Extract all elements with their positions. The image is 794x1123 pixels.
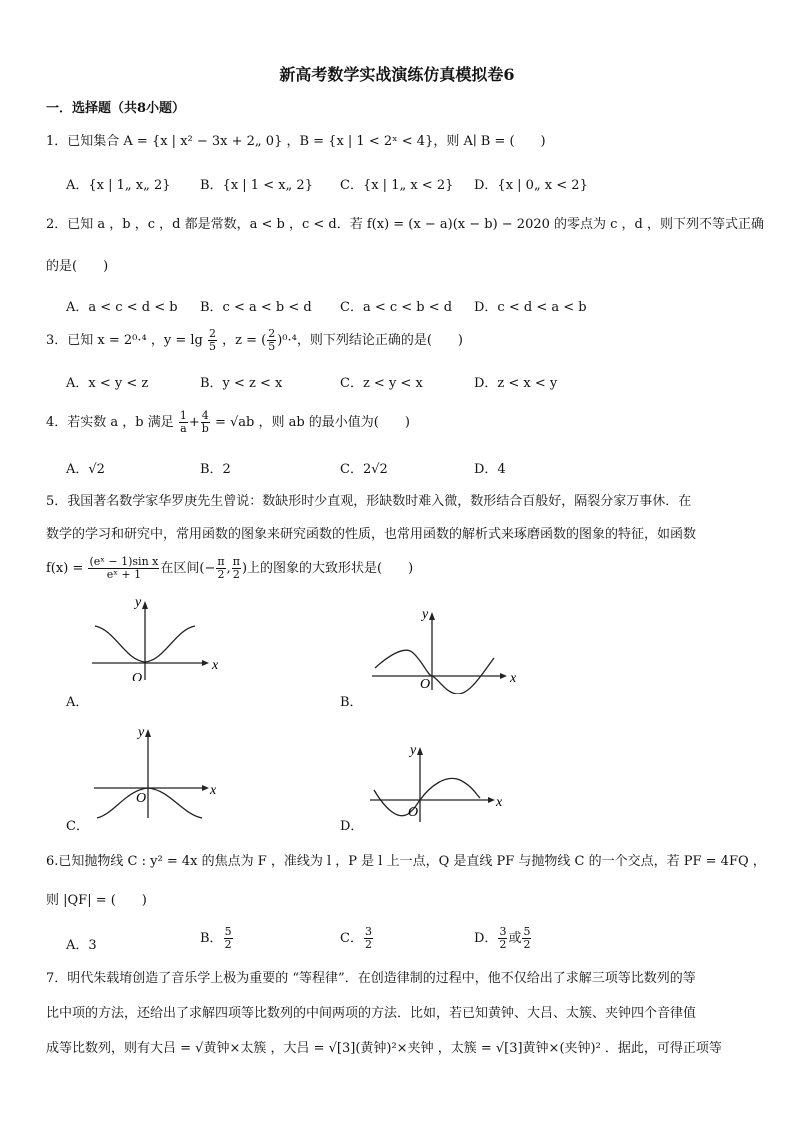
q1-option-c: C．{x | 1„ x < 2}: [340, 178, 454, 193]
q6-d-prefix: D．: [474, 931, 498, 946]
curve: [375, 650, 494, 694]
q3-option-a: A．x < y < z: [66, 376, 149, 391]
q6-c-fraction: [364, 926, 373, 951]
question-7-line2: 比中项的方法，还给出了求解四项等比数列的中间两项的方法．比如，若已知黄钟、大吕、太簇、夹钟四个音律值: [46, 1006, 697, 1021]
axis-label-x: x: [510, 671, 517, 686]
frac-denominator: 2: [499, 938, 507, 951]
q5-function-fraction: [88, 556, 159, 581]
q4-fraction-2: [201, 410, 210, 435]
x-axis-arrow: [202, 785, 209, 791]
axis-label-x: x: [210, 783, 217, 798]
q2-option-c: C．a < c < b < d: [340, 300, 453, 315]
frac-denominator: b: [201, 422, 209, 435]
frac-denominator: 2: [232, 568, 240, 581]
q4-option-a: A．√2: [66, 462, 105, 477]
graph-d: [368, 740, 508, 825]
q5-f-mid: 在区间(−: [160, 561, 216, 576]
q5-f-pre: f(x) =: [46, 561, 84, 576]
origin-label: O: [408, 805, 419, 820]
q5-option-d: D．: [340, 819, 364, 834]
question-4-stem: [46, 410, 410, 435]
q2-option-a: A．a < c < d < b: [66, 300, 178, 315]
frac-numerator: 2: [208, 327, 216, 340]
origin-label: O: [132, 671, 143, 681]
question-5-line2: 数学的学习和研究中，常用函数的图象来研究函数的性质，也常用函数的解析式来琢磨函数的图象的特征，如函数: [46, 527, 697, 542]
section-heading: 一．选择题（共8小题）: [46, 101, 186, 116]
q6-c-prefix: C．: [340, 931, 363, 946]
axis-label-y: y: [138, 725, 145, 740]
q5-option-c: C．: [66, 819, 89, 834]
q2-option-b: B．c < a < b < d: [200, 300, 312, 315]
q3-stem-post: )⁰·⁴，则下列结论正确的是( ): [277, 333, 463, 348]
x-axis-arrow: [202, 660, 209, 666]
q5-f-post: )上的图象的大致形状是( ): [241, 561, 414, 576]
y-axis-arrow: [417, 747, 423, 755]
frac-numerator: π: [232, 555, 240, 568]
axis-label-y: y: [410, 743, 417, 758]
q4-option-b: B．2: [200, 462, 231, 477]
q5-comma: ,: [226, 561, 231, 576]
y-axis-arrow: [429, 612, 435, 620]
q4-option-c: C．2√2: [340, 462, 388, 477]
q3-stem-mid: ，z = (: [222, 333, 267, 348]
frac-numerator: 4: [201, 409, 209, 422]
frac-denominator: 5: [208, 340, 216, 353]
q3-fraction-1: [208, 328, 217, 353]
graph-a: [90, 596, 220, 681]
frac-denominator: 2: [523, 938, 531, 951]
q6-b-fraction: [224, 926, 233, 951]
question-5-line1: 5．我国著名数学家华罗庚先生曾说：数缺形时少直观，形缺数时难入微，数形结合百般好，隔裂分家万事休．在: [46, 494, 692, 509]
axis-label-x: x: [496, 795, 503, 810]
x-axis-arrow: [500, 673, 507, 679]
q4-option-d: D．4: [474, 462, 506, 477]
frac-denominator: 2: [217, 568, 225, 581]
paper-title: 新高考数学实战演练仿真模拟卷6: [279, 65, 515, 84]
q4-fraction-1: [179, 410, 188, 435]
q5-pi-over-2-b: [232, 556, 241, 581]
q1-option-d: D．{x | 0„ x < 2}: [474, 178, 588, 193]
q2-option-d: D．c < d < a < b: [474, 300, 587, 315]
axis-label-y: y: [422, 607, 429, 622]
graph-c: [92, 722, 222, 822]
q4-plus: +: [188, 415, 200, 430]
q5-option-a: A．: [66, 695, 89, 710]
frac-denominator: 2: [224, 938, 232, 951]
q1-option-b: B．{x | 1 < x„ 2}: [200, 178, 313, 193]
x-axis-arrow: [488, 797, 495, 803]
q3-option-b: B．y < z < x: [200, 376, 283, 391]
q6-d-or: 或: [508, 931, 522, 946]
q1-option-a: A．{x | 1„ x„ 2}: [66, 178, 171, 193]
q4-stem-post: = √ab ，则 ab 的最小值为( ): [214, 415, 410, 430]
question-1-stem: 1．已知集合 A = {x | x² − 3x + 2„ 0} ，B = {x | 1 < 2ˣ < 4}，则 A∣ B = ( ): [46, 134, 546, 149]
q6-option-c: [340, 926, 374, 951]
frac-numerator: 2: [268, 327, 276, 340]
q3-option-c: C．z < y < x: [340, 376, 423, 391]
frac-numerator: 5: [523, 925, 531, 938]
frac-denominator: 5: [268, 340, 276, 353]
curve: [374, 778, 480, 815]
frac-denominator: 2: [364, 938, 372, 951]
q5-option-b: B．: [340, 695, 363, 710]
q6-d-fraction-1: [498, 926, 507, 951]
y-axis-arrow: [142, 601, 148, 609]
question-2-stem-line1: 2．已知 a ，b ，c ，d 都是常数，a < b ，c < d．若 f(x) = (x − a)(x − b) − 2020 的零点为 c ，d ，则下列不等式正确: [46, 217, 765, 232]
question-7-line1: 7．明代朱载堉创造了音乐学上极为重要的 “等程律”．在创造律制的过程中，他不仅给出了求解三项等比数列的等: [46, 971, 696, 986]
question-6-line2: 则 |QF| = ( ): [46, 893, 147, 908]
frac-numerator: 3: [499, 925, 507, 938]
q4-stem-pre: 4．若实数 a ，b 满足: [46, 415, 174, 430]
q6-option-b: [200, 926, 234, 951]
q6-option-a: A．3: [66, 938, 97, 953]
q3-stem-pre: 3．已知 x = 2⁰·⁴ ，y = lg: [46, 333, 203, 348]
frac-numerator: 1: [179, 409, 187, 422]
q6-d-fraction-2: [522, 926, 531, 951]
graph-b: [370, 604, 520, 694]
q3-fraction-2: [267, 328, 276, 353]
question-6-line1: 6.已知抛物线 C : y² = 4x 的焦点为 F ，准线为 l ，P 是 l 上一点，Q 是直线 PF 与抛物线 C 的一个交点，若 PF = 4FQ ，: [46, 854, 766, 869]
y-axis-arrow: [145, 729, 151, 737]
q3-option-d: D．z < x < y: [474, 376, 558, 391]
frac-numerator: (eˣ − 1)sin x: [89, 555, 159, 568]
frac-numerator: 5: [224, 925, 232, 938]
frac-denominator: a: [180, 422, 187, 435]
q5-pi-over-2-a: [216, 556, 225, 581]
frac-denominator: eˣ + 1: [106, 568, 142, 581]
axis-label-y: y: [135, 596, 142, 610]
origin-label: O: [420, 677, 431, 692]
question-7-line3: 成等比数列，则有大吕 = √黄钟×太簇 ，大吕 = √[3](黄钟)²×夹钟 ，太簇 = √[3]黄钟×(夹钟)² ．据此，可得正项等: [46, 1041, 722, 1056]
question-3-stem: [46, 328, 463, 353]
axis-label-x: x: [212, 658, 219, 673]
question-2-stem-line2: 的是( ): [46, 259, 109, 274]
frac-numerator: 3: [364, 925, 372, 938]
origin-label: O: [136, 791, 147, 806]
curve: [97, 788, 202, 818]
question-5-line3: [46, 556, 413, 581]
q6-option-d: [474, 926, 532, 951]
frac-numerator: π: [217, 555, 225, 568]
q6-b-prefix: B．: [200, 931, 223, 946]
